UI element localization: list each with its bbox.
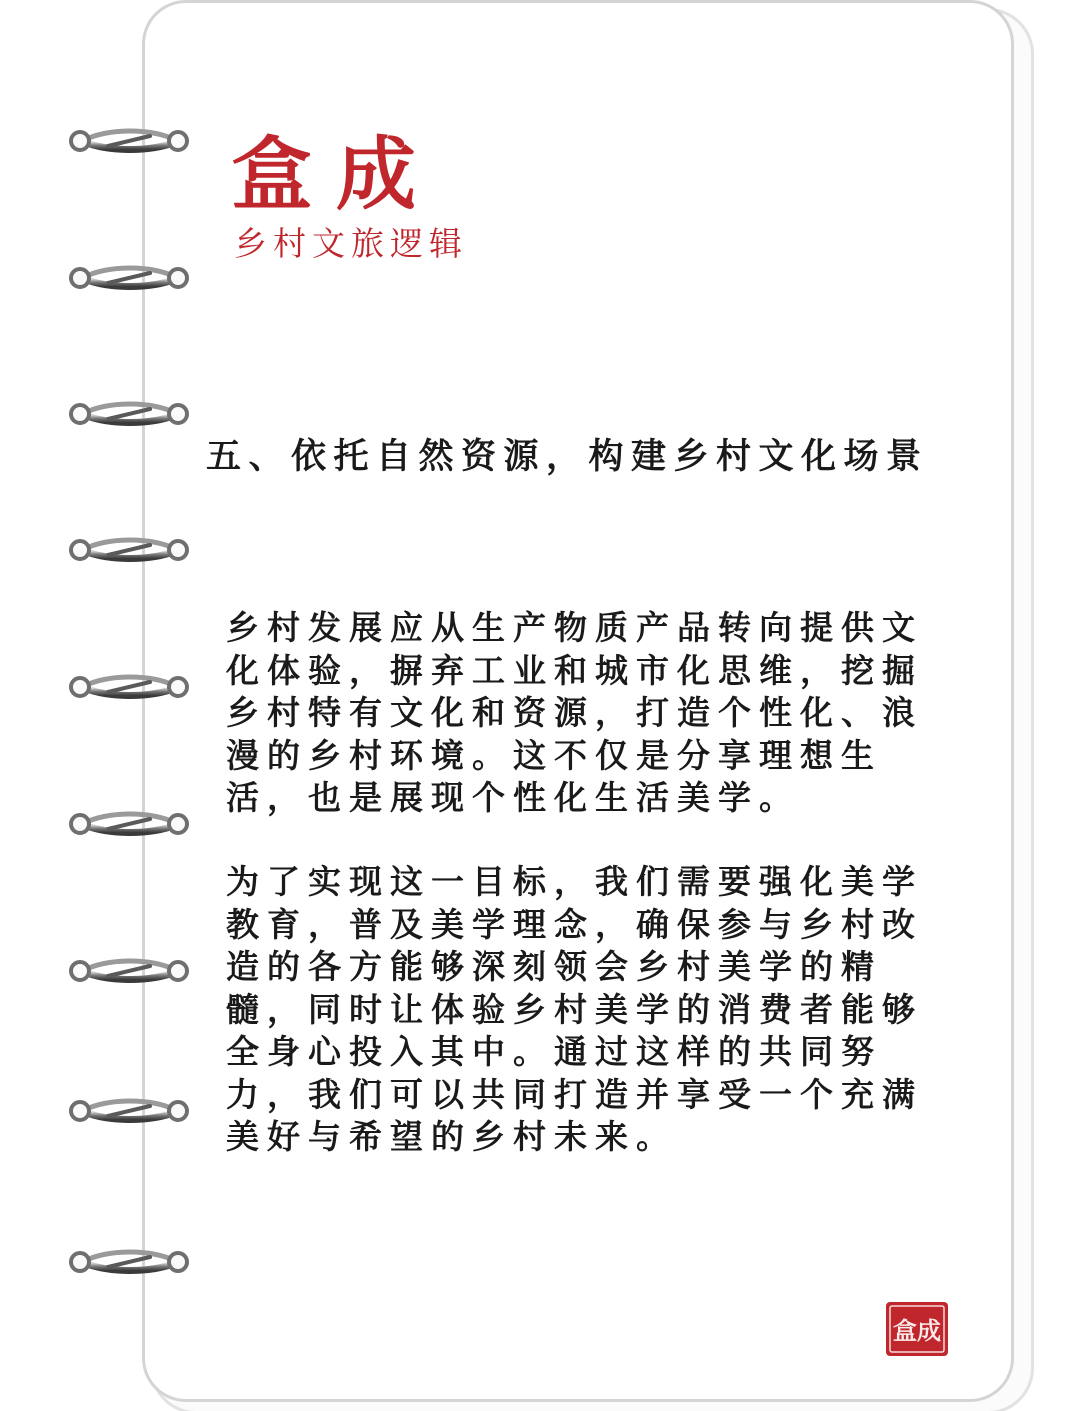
brand-title: 盒成 bbox=[232, 127, 440, 221]
paragraph-1: 乡村发展应从生产物质产品转向提供文化体验，摒弃工业和城市化思维，挖掘乡村特有文化和资源，打造个性化、浪漫的乡村环境。这不仅是分享理想生活，也是展现个性化生活美学。 bbox=[226, 608, 923, 817]
seal-text: 盒成 bbox=[893, 1316, 941, 1345]
section-heading: 五、依托自然资源，构建乡村文化场景 bbox=[206, 436, 929, 477]
seal-stamp-icon bbox=[884, 1300, 950, 1358]
paragraph-2: 为了实现这一目标，我们需要强化美学教育，普及美学理念，确保参与乡村改造的各方能够深刻领会乡村美学的精髓，同时让体验乡村美学的消费者能够全身心投入其中。通过这样的共同努力，我们可以共同打造并享受一个充满美好与希望的乡村未来。 bbox=[226, 862, 923, 1156]
brand-subtitle: 乡村文旅逻辑 bbox=[234, 224, 468, 263]
